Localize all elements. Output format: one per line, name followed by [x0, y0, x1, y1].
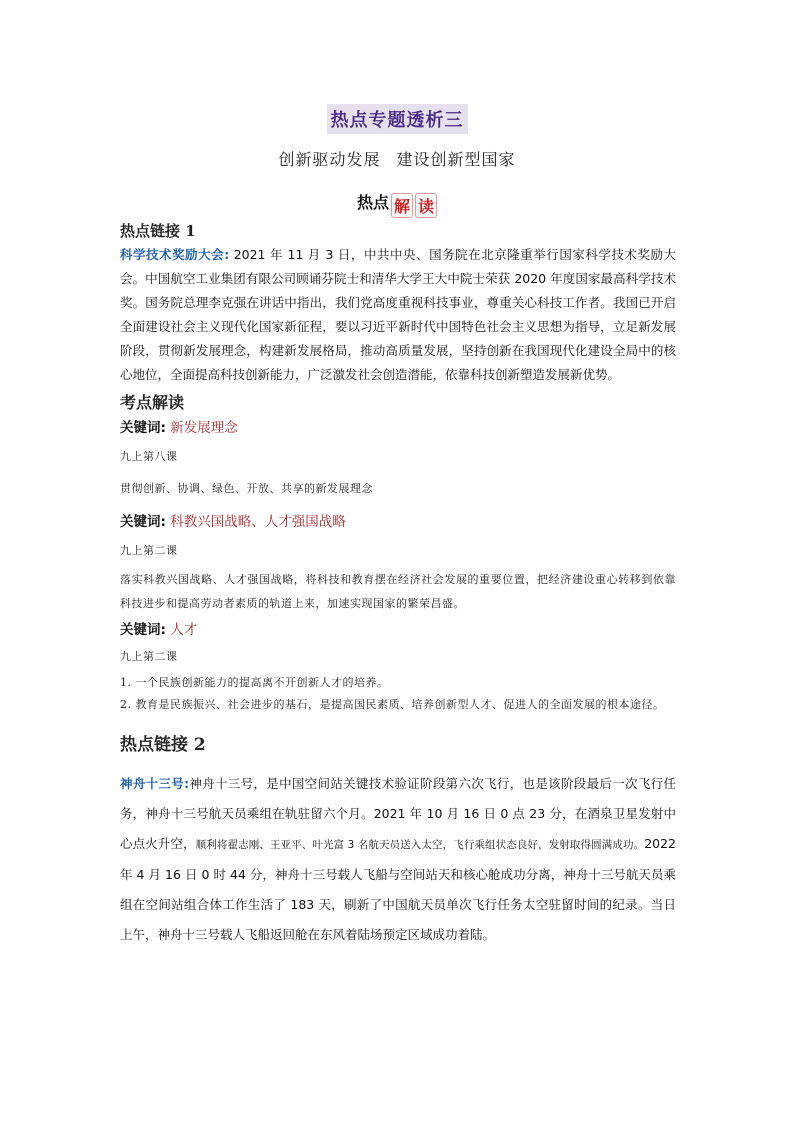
lesson-ref-2: 九上第二课	[120, 544, 178, 557]
keyword-text-1: 贯彻创新、协调、绿色、开放、共享的新发展理念	[120, 482, 373, 495]
hot-interpretation-badge	[0, 190, 794, 218]
keyword-value-3: 人才	[170, 622, 198, 638]
keyword-value-1: 新发展理念	[170, 420, 238, 436]
keyword-row-3	[120, 618, 676, 638]
hot-link-2-lead: 神舟十三号:	[120, 776, 190, 791]
hot-link-1-lead: 科学技术奖励大会:	[120, 247, 230, 262]
badge-char-2: 读	[415, 193, 437, 218]
hot-link-2-body-small: 顺利将翟志刚、王亚平、叶光富 3 名航天员送入太空，飞行乘组状态良好，发射取得圆满成功。	[195, 839, 645, 851]
lesson-ref-3: 九上第二课	[120, 650, 178, 663]
page-subtitle	[0, 147, 794, 170]
talent-line-1: 1. 一个民族创新能力的提高离不开创新人才的培养。	[120, 676, 389, 689]
keyword-text-2: 落实科教兴国战略、人才强国战略，将科技和教育摆在经济社会发展的重要位置，把经济建设重心转移到依靠科技进步和提高劳动者素质的轨道上来，加速实现国家的繁荣昌盛。	[120, 573, 676, 610]
hot-link-1-body: 2021 年 11 月 3 日，中共中央、国务院在北京隆重举行国家科学技术奖励大会。中国航空工业集团有限公司顾诵芬院士和清华大学王大中院士荣获 2020 年度国家最高科学技术奖。国务院总理李克强在讲话中指出，我们党高度重视科技事业，尊重关心科技工作者。我国已开启全面建设社会主义现代化国家新征程，要以习近平新时代中国特色社会主义思想为指导，立足新发展阶段，贯彻新发展理念，构建新发展格局，推动高质量发展，坚持创新在我国现代化建设全局中的核心地位，全面提高科技创新能力，广泛激发社会创造潜能，依靠科技创新塑造发展新优势。	[120, 247, 677, 382]
hot-link-1-paragraph	[120, 243, 676, 387]
analysis-heading: 考点解读	[120, 393, 185, 412]
subtitle-part-b: 建设创新型国家	[396, 150, 516, 169]
keyword-label-1: 关键词:	[120, 420, 166, 436]
keyword-label-2: 关键词:	[120, 514, 166, 530]
subtitle-part-a: 创新驱动发展	[278, 150, 381, 169]
badge-prefix: 热点	[356, 193, 389, 212]
hot-link-2-paragraph	[120, 769, 676, 950]
keyword-row-1	[120, 416, 676, 436]
content-body	[120, 218, 676, 950]
keyword-value-2: 科教兴国战略、人才强国战略	[170, 514, 346, 530]
keyword-row-2	[120, 510, 676, 530]
keyword-label-3: 关键词:	[120, 622, 166, 638]
hot-link-1-heading: 热点链接 1	[120, 222, 196, 240]
talent-line-2: 2. 教育是民族振兴、社会进步的基石，是提高国民素质、培养创新型人才、促进人的全面发展的根本途径。	[120, 698, 665, 711]
page-title: 热点专题透析三	[327, 104, 468, 134]
title-wrap	[0, 104, 794, 134]
hot-link-2-body-a: 神舟十三号，是中国空间站关键技术验证阶段第六次飞行，也是该阶段最后一次飞行任务，神舟十三号航天员乘组在轨驻留六个月。2021 年 10 月 16 日 0 点 23 分，在酒泉卫星发射中心点火升空，	[120, 776, 676, 851]
hot-link-2-heading: 热点链接 2	[120, 735, 206, 755]
lesson-ref-1: 九上第八课	[120, 450, 178, 463]
badge-char-1: 解	[391, 193, 413, 218]
hot-link-2-body-b: 2022 年 4 月 16 日 0 时 44 分，神舟十三号载人飞船与空间站天和核心舱成功分离，神舟十三号航天员乘组在空间站组合体工作生活了 183 天，刷新了中国航天员单次飞行任务太空驻留时间的纪录。当日上午，神舟十三号载人飞船返回舱在东风着陆场预定区域成功着陆。	[120, 836, 676, 942]
